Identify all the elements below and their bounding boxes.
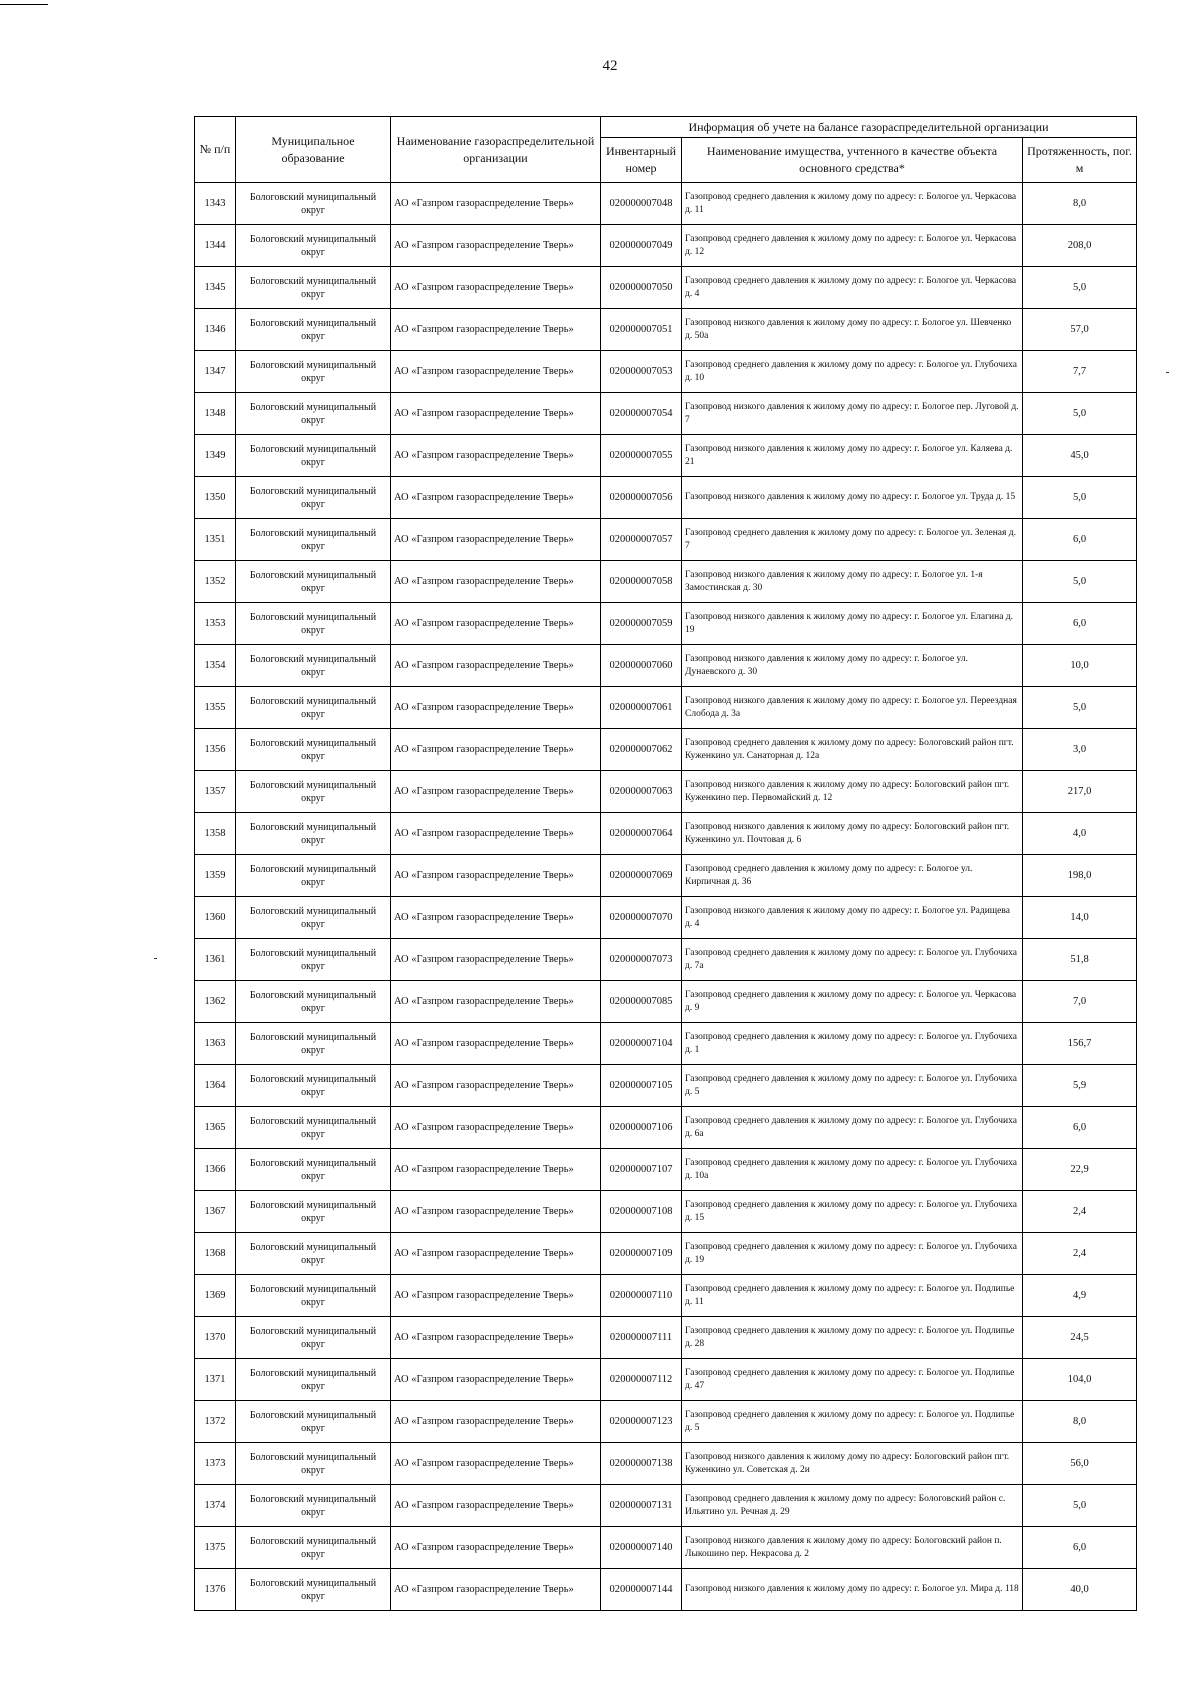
row-number: 1350 [195, 477, 236, 519]
property-name-cell: Газопровод среднего давления к жилому дому по адресу: г. Бологое ул. Кирпичная д. 36 [682, 855, 1023, 897]
row-number: 1370 [195, 1317, 236, 1359]
property-name-cell: Газопровод среднего давления к жилому дому по адресу: г. Бологое ул. Глубочиха д. 1 [682, 1023, 1023, 1065]
length-cell: 208,0 [1023, 225, 1137, 267]
municipality-cell: Бологовский муниципальный округ [236, 1023, 391, 1065]
length-cell: 5,0 [1023, 393, 1137, 435]
organization-cell: АО «Газпром газораспределение Тверь» [391, 1107, 601, 1149]
inventory-number-cell: 020000007056 [601, 477, 682, 519]
inventory-number-cell: 020000007058 [601, 561, 682, 603]
municipality-cell: Бологовский муниципальный округ [236, 351, 391, 393]
organization-cell: АО «Газпром газораспределение Тверь» [391, 1401, 601, 1443]
inventory-number-cell: 020000007069 [601, 855, 682, 897]
length-cell: 217,0 [1023, 771, 1137, 813]
inventory-number-cell: 020000007108 [601, 1191, 682, 1233]
municipality-cell: Бологовский муниципальный округ [236, 1149, 391, 1191]
table-row [195, 267, 1137, 309]
length-cell: 45,0 [1023, 435, 1137, 477]
row-number: 1354 [195, 645, 236, 687]
property-name-cell: Газопровод среднего давления к жилому дому по адресу: г. Бологое ул. Глубочиха д. 7а [682, 939, 1023, 981]
table-row [195, 897, 1137, 939]
inventory-number-cell: 020000007059 [601, 603, 682, 645]
inventory-number-cell: 020000007085 [601, 981, 682, 1023]
inventory-number-cell: 020000007105 [601, 1065, 682, 1107]
length-cell: 6,0 [1023, 1527, 1137, 1569]
table-row [195, 771, 1137, 813]
inventory-number-cell: 020000007060 [601, 645, 682, 687]
organization-cell: АО «Газпром газораспределение Тверь» [391, 1233, 601, 1275]
organization-cell: АО «Газпром газораспределение Тверь» [391, 1275, 601, 1317]
municipality-cell: Бологовский муниципальный округ [236, 729, 391, 771]
length-cell: 14,0 [1023, 897, 1137, 939]
length-cell: 5,9 [1023, 1065, 1137, 1107]
length-cell: 104,0 [1023, 1359, 1137, 1401]
organization-cell: АО «Газпром газораспределение Тверь» [391, 309, 601, 351]
property-name-cell: Газопровод среднего давления к жилому дому по адресу: г. Бологое ул. Подлипье д. 28 [682, 1317, 1023, 1359]
row-number: 1345 [195, 267, 236, 309]
table-row [195, 309, 1137, 351]
table-row [195, 435, 1137, 477]
row-number: 1364 [195, 1065, 236, 1107]
table-row [195, 1317, 1137, 1359]
length-cell: 198,0 [1023, 855, 1137, 897]
table-row [195, 1569, 1137, 1611]
property-name-cell: Газопровод низкого давления к жилому дому по адресу: г. Бологое ул. Дунаевского д. 30 [682, 645, 1023, 687]
gas-pipeline-registry-table [194, 116, 1137, 1611]
organization-cell: АО «Газпром газораспределение Тверь» [391, 687, 601, 729]
property-name-cell: Газопровод низкого давления к жилому дому по адресу: г. Бологое пер. Луговой д. 7 [682, 393, 1023, 435]
row-number: 1368 [195, 1233, 236, 1275]
inventory-number-cell: 020000007061 [601, 687, 682, 729]
table-row [195, 477, 1137, 519]
row-number: 1352 [195, 561, 236, 603]
municipality-cell: Бологовский муниципальный округ [236, 1527, 391, 1569]
municipality-cell: Бологовский муниципальный округ [236, 645, 391, 687]
row-number: 1359 [195, 855, 236, 897]
property-name-cell: Газопровод среднего давления к жилому дому по адресу: г. Бологое ул. Подлипье д. 5 [682, 1401, 1023, 1443]
property-name-cell: Газопровод низкого давления к жилому дому по адресу: г. Бологое ул. Переездная Слобода д. 3а [682, 687, 1023, 729]
municipality-cell: Бологовский муниципальный округ [236, 1359, 391, 1401]
table-row [195, 561, 1137, 603]
table-row [195, 1359, 1137, 1401]
length-cell: 5,0 [1023, 687, 1137, 729]
property-name-cell: Газопровод низкого давления к жилому дому по адресу: г. Бологое ул. Каляева д. 21 [682, 435, 1023, 477]
property-name-cell: Газопровод среднего давления к жилому дому по адресу: г. Бологое ул. Подлипье д. 47 [682, 1359, 1023, 1401]
row-number: 1351 [195, 519, 236, 561]
organization-cell: АО «Газпром газораспределение Тверь» [391, 1527, 601, 1569]
municipality-cell: Бологовский муниципальный округ [236, 267, 391, 309]
organization-cell: АО «Газпром газораспределение Тверь» [391, 183, 601, 225]
property-name-cell: Газопровод низкого давления к жилому дому по адресу: г. Бологое ул. 1-я Замостинская д. 30 [682, 561, 1023, 603]
municipality-cell: Бологовский муниципальный округ [236, 183, 391, 225]
row-number: 1347 [195, 351, 236, 393]
municipality-cell: Бологовский муниципальный округ [236, 771, 391, 813]
organization-cell: АО «Газпром газораспределение Тверь» [391, 477, 601, 519]
row-number: 1373 [195, 1443, 236, 1485]
row-number: 1343 [195, 183, 236, 225]
row-number: 1372 [195, 1401, 236, 1443]
property-name-cell: Газопровод среднего давления к жилому дому по адресу: г. Бологое ул. Зеленая д. 7 [682, 519, 1023, 561]
table-row [195, 1233, 1137, 1275]
inventory-number-cell: 020000007070 [601, 897, 682, 939]
length-cell: 10,0 [1023, 645, 1137, 687]
inventory-number-cell: 020000007049 [601, 225, 682, 267]
inventory-number-cell: 020000007063 [601, 771, 682, 813]
property-name-cell: Газопровод среднего давления к жилому дому по адресу: г. Бологое ул. Глубочиха д. 19 [682, 1233, 1023, 1275]
length-cell: 3,0 [1023, 729, 1137, 771]
inventory-number-cell: 020000007106 [601, 1107, 682, 1149]
organization-cell: АО «Газпром газораспределение Тверь» [391, 1149, 601, 1191]
inventory-number-cell: 020000007053 [601, 351, 682, 393]
organization-cell: АО «Газпром газораспределение Тверь» [391, 897, 601, 939]
inventory-number-cell: 020000007104 [601, 1023, 682, 1065]
inventory-number-cell: 020000007064 [601, 813, 682, 855]
inventory-number-cell: 020000007107 [601, 1149, 682, 1191]
row-number: 1349 [195, 435, 236, 477]
table-row [195, 1191, 1137, 1233]
property-name-cell: Газопровод низкого давления к жилому дому по адресу: г. Бологое ул. Труда д. 15 [682, 477, 1023, 519]
row-number: 1348 [195, 393, 236, 435]
length-cell: 6,0 [1023, 519, 1137, 561]
property-name-cell: Газопровод среднего давления к жилому дому по адресу: г. Бологое ул. Черкасова д. 11 [682, 183, 1023, 225]
property-name-cell: Газопровод низкого давления к жилому дому по адресу: г. Бологое ул. Мира д. 118 [682, 1569, 1023, 1611]
length-cell: 24,5 [1023, 1317, 1137, 1359]
row-number: 1360 [195, 897, 236, 939]
row-number: 1369 [195, 1275, 236, 1317]
row-number: 1376 [195, 1569, 236, 1611]
row-number: 1366 [195, 1149, 236, 1191]
header-municipality: Муниципальное образование [236, 117, 391, 183]
table-body [195, 183, 1137, 1611]
organization-cell: АО «Газпром газораспределение Тверь» [391, 1569, 601, 1611]
property-name-cell: Газопровод среднего давления к жилому дому по адресу: Бологовский район с. Ильятино ул. Речная д. 29 [682, 1485, 1023, 1527]
inventory-number-cell: 020000007110 [601, 1275, 682, 1317]
organization-cell: АО «Газпром газораспределение Тверь» [391, 729, 601, 771]
length-cell: 156,7 [1023, 1023, 1137, 1065]
table-row [195, 1443, 1137, 1485]
length-cell: 57,0 [1023, 309, 1137, 351]
organization-cell: АО «Газпром газораспределение Тверь» [391, 561, 601, 603]
organization-cell: АО «Газпром газораспределение Тверь» [391, 813, 601, 855]
inventory-number-cell: 020000007062 [601, 729, 682, 771]
property-name-cell: Газопровод низкого давления к жилому дому по адресу: Бологовский район п. Лыкошино пер. Некрасова д. 2 [682, 1527, 1023, 1569]
length-cell: 5,0 [1023, 477, 1137, 519]
property-name-cell: Газопровод низкого давления к жилому дому по адресу: г. Бологое ул. Шевченко д. 50а [682, 309, 1023, 351]
table-row [195, 1023, 1137, 1065]
length-cell: 7,0 [1023, 981, 1137, 1023]
property-name-cell: Газопровод низкого давления к жилому дому по адресу: г. Бологое ул. Елагина д. 19 [682, 603, 1023, 645]
municipality-cell: Бологовский муниципальный округ [236, 1569, 391, 1611]
table-row [195, 855, 1137, 897]
inventory-number-cell: 020000007140 [601, 1527, 682, 1569]
page-number: 42 [602, 58, 618, 74]
inventory-number-cell: 020000007054 [601, 393, 682, 435]
organization-cell: АО «Газпром газораспределение Тверь» [391, 1191, 601, 1233]
table-row [195, 1485, 1137, 1527]
property-name-cell: Газопровод среднего давления к жилому дому по адресу: г. Бологое ул. Подлипье д. 11 [682, 1275, 1023, 1317]
row-number: 1361 [195, 939, 236, 981]
municipality-cell: Бологовский муниципальный округ [236, 897, 391, 939]
organization-cell: АО «Газпром газораспределение Тверь» [391, 1359, 601, 1401]
property-name-cell: Газопровод среднего давления к жилому дому по адресу: г. Бологое ул. Глубочиха д. 15 [682, 1191, 1023, 1233]
row-number: 1363 [195, 1023, 236, 1065]
organization-cell: АО «Газпром газораспределение Тверь» [391, 1023, 601, 1065]
length-cell: 51,8 [1023, 939, 1137, 981]
municipality-cell: Бологовский муниципальный округ [236, 1191, 391, 1233]
header-property-name: Наименование имущества, учтенного в качестве объекта основного средства* [682, 138, 1023, 183]
length-cell: 4,0 [1023, 813, 1137, 855]
municipality-cell: Бологовский муниципальный округ [236, 855, 391, 897]
table-row [195, 981, 1137, 1023]
table-row [195, 519, 1137, 561]
header-num: № п/п [195, 117, 236, 183]
property-name-cell: Газопровод среднего давления к жилому дому по адресу: г. Бологое ул. Глубочиха д. 5 [682, 1065, 1023, 1107]
organization-cell: АО «Газпром газораспределение Тверь» [391, 1317, 601, 1359]
municipality-cell: Бологовский муниципальный округ [236, 393, 391, 435]
municipality-cell: Бологовский муниципальный округ [236, 225, 391, 267]
organization-cell: АО «Газпром газораспределение Тверь» [391, 855, 601, 897]
inventory-number-cell: 020000007057 [601, 519, 682, 561]
municipality-cell: Бологовский муниципальный округ [236, 561, 391, 603]
table-row [195, 729, 1137, 771]
length-cell: 4,9 [1023, 1275, 1137, 1317]
property-name-cell: Газопровод среднего давления к жилому дому по адресу: г. Бологое ул. Черкасова д. 9 [682, 981, 1023, 1023]
row-number: 1355 [195, 687, 236, 729]
organization-cell: АО «Газпром газораспределение Тверь» [391, 771, 601, 813]
table-header [195, 117, 1137, 183]
scan-speck [154, 958, 157, 959]
inventory-number-cell: 020000007073 [601, 939, 682, 981]
municipality-cell: Бологовский муниципальный округ [236, 813, 391, 855]
table-row [195, 645, 1137, 687]
length-cell: 40,0 [1023, 1569, 1137, 1611]
organization-cell: АО «Газпром газораспределение Тверь» [391, 939, 601, 981]
municipality-cell: Бологовский муниципальный округ [236, 687, 391, 729]
organization-cell: АО «Газпром газораспределение Тверь» [391, 393, 601, 435]
length-cell: 7,7 [1023, 351, 1137, 393]
municipality-cell: Бологовский муниципальный округ [236, 1485, 391, 1527]
table-row [195, 1401, 1137, 1443]
municipality-cell: Бологовский муниципальный округ [236, 1317, 391, 1359]
property-name-cell: Газопровод среднего давления к жилому дому по адресу: г. Бологое ул. Черкасова д. 12 [682, 225, 1023, 267]
municipality-cell: Бологовский муниципальный округ [236, 477, 391, 519]
length-cell: 8,0 [1023, 1401, 1137, 1443]
header-length: Протяженность, пог. м [1023, 138, 1137, 183]
municipality-cell: Бологовский муниципальный округ [236, 981, 391, 1023]
row-number: 1356 [195, 729, 236, 771]
organization-cell: АО «Газпром газораспределение Тверь» [391, 1065, 601, 1107]
row-number: 1374 [195, 1485, 236, 1527]
row-number: 1353 [195, 603, 236, 645]
inventory-number-cell: 020000007131 [601, 1485, 682, 1527]
scan-edge-line [0, 4, 48, 5]
inventory-number-cell: 020000007055 [601, 435, 682, 477]
header-organization: Наименование газораспределительной организации [391, 117, 601, 183]
organization-cell: АО «Газпром газораспределение Тверь» [391, 519, 601, 561]
table-row [195, 603, 1137, 645]
organization-cell: АО «Газпром газораспределение Тверь» [391, 603, 601, 645]
length-cell: 5,0 [1023, 1485, 1137, 1527]
header-balance-info: Информация об учете на балансе газораспределительной организации [601, 117, 1137, 138]
municipality-cell: Бологовский муниципальный округ [236, 1107, 391, 1149]
municipality-cell: Бологовский муниципальный округ [236, 1401, 391, 1443]
row-number: 1357 [195, 771, 236, 813]
inventory-number-cell: 020000007111 [601, 1317, 682, 1359]
municipality-cell: Бологовский муниципальный округ [236, 1443, 391, 1485]
length-cell: 5,0 [1023, 561, 1137, 603]
table-row [195, 939, 1137, 981]
table-row [195, 183, 1137, 225]
municipality-cell: Бологовский муниципальный округ [236, 1233, 391, 1275]
table-row [195, 1275, 1137, 1317]
length-cell: 56,0 [1023, 1443, 1137, 1485]
organization-cell: АО «Газпром газораспределение Тверь» [391, 645, 601, 687]
length-cell: 5,0 [1023, 267, 1137, 309]
length-cell: 6,0 [1023, 603, 1137, 645]
table-row [195, 393, 1137, 435]
row-number: 1371 [195, 1359, 236, 1401]
row-number: 1375 [195, 1527, 236, 1569]
municipality-cell: Бологовский муниципальный округ [236, 1275, 391, 1317]
length-cell: 6,0 [1023, 1107, 1137, 1149]
table-row [195, 687, 1137, 729]
property-name-cell: Газопровод среднего давления к жилому дому по адресу: Бологовский район пгт. Куженкино ул. Санаторная д. 12а [682, 729, 1023, 771]
table-row [195, 225, 1137, 267]
length-cell: 8,0 [1023, 183, 1137, 225]
municipality-cell: Бологовский муниципальный округ [236, 939, 391, 981]
property-name-cell: Газопровод среднего давления к жилому дому по адресу: г. Бологое ул. Черкасова д. 4 [682, 267, 1023, 309]
inventory-number-cell: 020000007051 [601, 309, 682, 351]
organization-cell: АО «Газпром газораспределение Тверь» [391, 435, 601, 477]
inventory-number-cell: 020000007050 [601, 267, 682, 309]
length-cell: 2,4 [1023, 1191, 1137, 1233]
organization-cell: АО «Газпром газораспределение Тверь» [391, 1485, 601, 1527]
scan-speck [1166, 372, 1169, 373]
organization-cell: АО «Газпром газораспределение Тверь» [391, 1443, 601, 1485]
row-number: 1346 [195, 309, 236, 351]
municipality-cell: Бологовский муниципальный округ [236, 603, 391, 645]
table-row [195, 1149, 1137, 1191]
table-row [195, 1527, 1137, 1569]
organization-cell: АО «Газпром газораспределение Тверь» [391, 981, 601, 1023]
municipality-cell: Бологовский муниципальный округ [236, 435, 391, 477]
municipality-cell: Бологовский муниципальный округ [236, 309, 391, 351]
table-row [195, 1107, 1137, 1149]
inventory-number-cell: 020000007048 [601, 183, 682, 225]
inventory-number-cell: 020000007123 [601, 1401, 682, 1443]
property-name-cell: Газопровод низкого давления к жилому дому по адресу: Бологовский район пгт. Куженкино ул. Советская д. 2и [682, 1443, 1023, 1485]
inventory-number-cell: 020000007138 [601, 1443, 682, 1485]
organization-cell: АО «Газпром газораспределение Тверь» [391, 225, 601, 267]
property-name-cell: Газопровод низкого давления к жилому дому по адресу: г. Бологое ул. Радищева д. 4 [682, 897, 1023, 939]
municipality-cell: Бологовский муниципальный округ [236, 1065, 391, 1107]
header-inventory-number: Инвентарный номер [601, 138, 682, 183]
table-row [195, 1065, 1137, 1107]
length-cell: 2,4 [1023, 1233, 1137, 1275]
row-number: 1344 [195, 225, 236, 267]
organization-cell: АО «Газпром газораспределение Тверь» [391, 267, 601, 309]
row-number: 1358 [195, 813, 236, 855]
length-cell: 22,9 [1023, 1149, 1137, 1191]
inventory-number-cell: 020000007109 [601, 1233, 682, 1275]
row-number: 1362 [195, 981, 236, 1023]
inventory-number-cell: 020000007112 [601, 1359, 682, 1401]
row-number: 1367 [195, 1191, 236, 1233]
organization-cell: АО «Газпром газораспределение Тверь» [391, 351, 601, 393]
property-name-cell: Газопровод среднего давления к жилому дому по адресу: г. Бологое ул. Глубочиха д. 6а [682, 1107, 1023, 1149]
property-name-cell: Газопровод среднего давления к жилому дому по адресу: г. Бологое ул. Глубочиха д. 10а [682, 1149, 1023, 1191]
inventory-number-cell: 020000007144 [601, 1569, 682, 1611]
property-name-cell: Газопровод низкого давления к жилому дому по адресу: Бологовский район пгт. Куженкино пер. Первомайский д. 12 [682, 771, 1023, 813]
table-row [195, 351, 1137, 393]
row-number: 1365 [195, 1107, 236, 1149]
table-row [195, 813, 1137, 855]
property-name-cell: Газопровод среднего давления к жилому дому по адресу: г. Бологое ул. Глубочиха д. 10 [682, 351, 1023, 393]
property-name-cell: Газопровод низкого давления к жилому дому по адресу: Бологовский район пгт. Куженкино ул. Почтовая д. 6 [682, 813, 1023, 855]
municipality-cell: Бологовский муниципальный округ [236, 519, 391, 561]
